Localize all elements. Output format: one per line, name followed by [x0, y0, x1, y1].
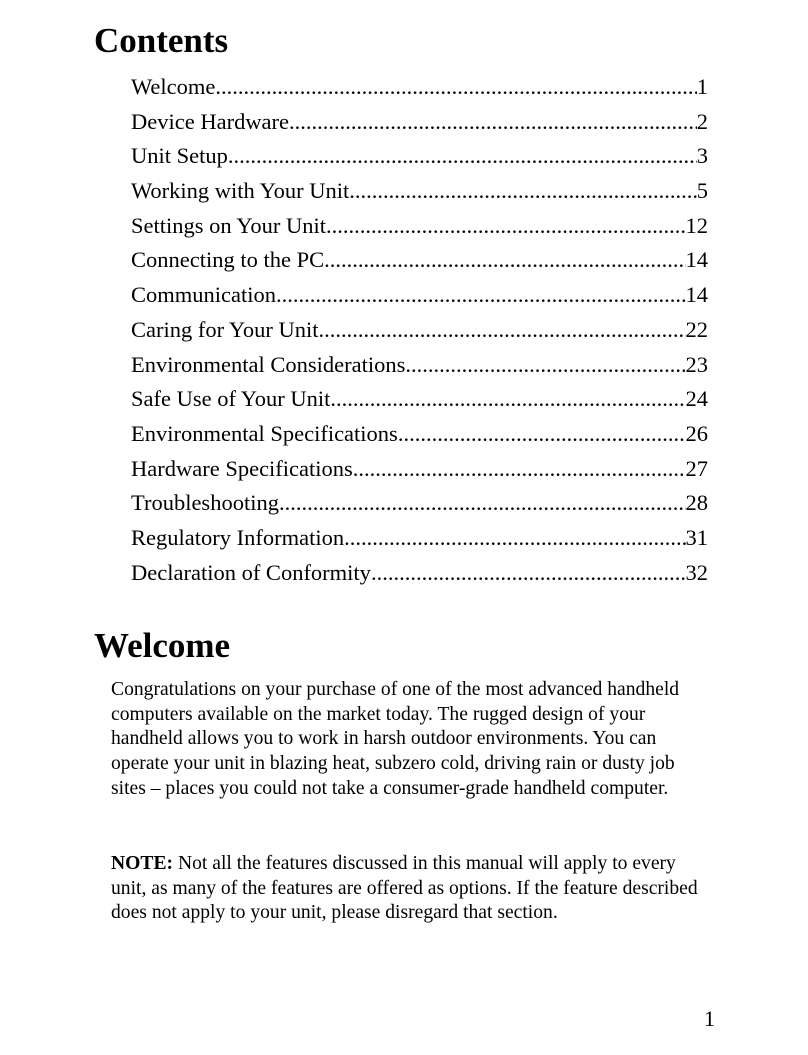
toc-leader — [215, 70, 696, 105]
toc-entry-title: Device Hardware — [131, 108, 290, 134]
toc-leader — [330, 382, 685, 417]
toc-entry[interactable] — [131, 417, 708, 452]
welcome-heading: Welcome — [94, 626, 231, 665]
toc-entry-title: Environmental Considerations — [131, 351, 406, 377]
toc-entry-title: Connecting to the PC — [131, 247, 325, 273]
toc-entry-title: Unit Setup — [131, 143, 228, 169]
toc-entry-title: Settings on Your Unit — [131, 212, 327, 238]
toc-entry-title: Caring for Your Unit — [131, 316, 319, 342]
toc-entry[interactable] — [131, 209, 708, 244]
toc-entry-page: 12 — [685, 212, 708, 238]
note-label: NOTE: — [111, 853, 174, 874]
toc-leader — [371, 556, 686, 591]
toc-entry-page: 3 — [696, 143, 708, 169]
toc-entry-page: 2 — [696, 108, 708, 134]
toc-leader — [398, 417, 686, 452]
toc-entry-page: 14 — [685, 282, 708, 308]
toc-entry-page: 24 — [685, 386, 708, 412]
page-number: 1 — [704, 1006, 715, 1031]
toc-entry-title: Welcome — [131, 74, 216, 99]
toc-entry-page: 14 — [685, 247, 708, 273]
toc-entry[interactable] — [131, 174, 708, 209]
toc-entry-title: Environmental Specifications — [131, 420, 398, 446]
toc-leader — [326, 209, 685, 244]
toc-entry[interactable] — [131, 521, 708, 556]
toc-entry[interactable] — [131, 139, 708, 174]
toc-entry[interactable] — [131, 70, 708, 105]
toc-entry-title: Communication — [131, 282, 276, 308]
toc-leader — [344, 521, 685, 556]
toc-entry-page: 31 — [685, 524, 708, 550]
note-text: Not all the features discussed in this manual will apply to every unit, as many of the features are offered as options. If the feature described does not apply to your unit, please disregard that section. — [111, 853, 698, 924]
toc-leader — [319, 313, 686, 348]
toc-entry-page: 26 — [685, 420, 708, 446]
toc-leader — [324, 243, 685, 278]
note-paragraph — [111, 852, 701, 926]
toc-entry-page: 28 — [685, 490, 708, 516]
toc-entry-page: 32 — [685, 559, 708, 585]
toc-entry-title: Declaration of Conformity — [131, 559, 371, 585]
toc-entry-title: Working with Your Unit — [131, 178, 350, 204]
toc-entry[interactable] — [131, 313, 708, 348]
toc-leader — [276, 278, 686, 313]
toc-entry-page: 1 — [696, 74, 708, 99]
toc-entry[interactable] — [131, 486, 708, 521]
table-of-contents — [131, 70, 708, 590]
toc-leader — [405, 348, 685, 383]
toc-entry-page: 22 — [685, 316, 708, 342]
welcome-paragraph: Congratulations on your purchase of one of the most advanced handheld computers available on the market today. The rugged design of your handheld allows you to work in harsh outdoor environments. You can operate your unit in blazing heat, subzero cold, driving rain or dusty job sites – places you could not take a consumer-grade handheld computer. — [111, 679, 680, 799]
toc-entry[interactable] — [131, 382, 708, 417]
toc-entry[interactable] — [131, 556, 708, 591]
toc-entry[interactable] — [131, 278, 708, 313]
toc-leader — [349, 174, 697, 209]
toc-entry[interactable] — [131, 348, 708, 383]
toc-entry-page: 27 — [685, 455, 708, 481]
toc-entry-page: 23 — [685, 351, 708, 377]
contents-heading: Contents — [94, 21, 229, 60]
toc-entry-title: Hardware Specifications — [131, 455, 353, 481]
toc-leader — [228, 139, 697, 174]
toc-entry-page: 5 — [696, 178, 708, 204]
toc-entry[interactable] — [131, 452, 708, 487]
toc-entry[interactable] — [131, 105, 708, 140]
toc-entry-title: Troubleshooting — [131, 490, 279, 516]
toc-leader — [353, 452, 686, 487]
toc-leader — [289, 105, 697, 140]
toc-entry-title: Safe Use of Your Unit — [131, 386, 331, 412]
toc-entry-title: Regulatory Information — [131, 524, 345, 550]
toc-entry[interactable] — [131, 243, 708, 278]
toc-leader — [279, 486, 686, 521]
